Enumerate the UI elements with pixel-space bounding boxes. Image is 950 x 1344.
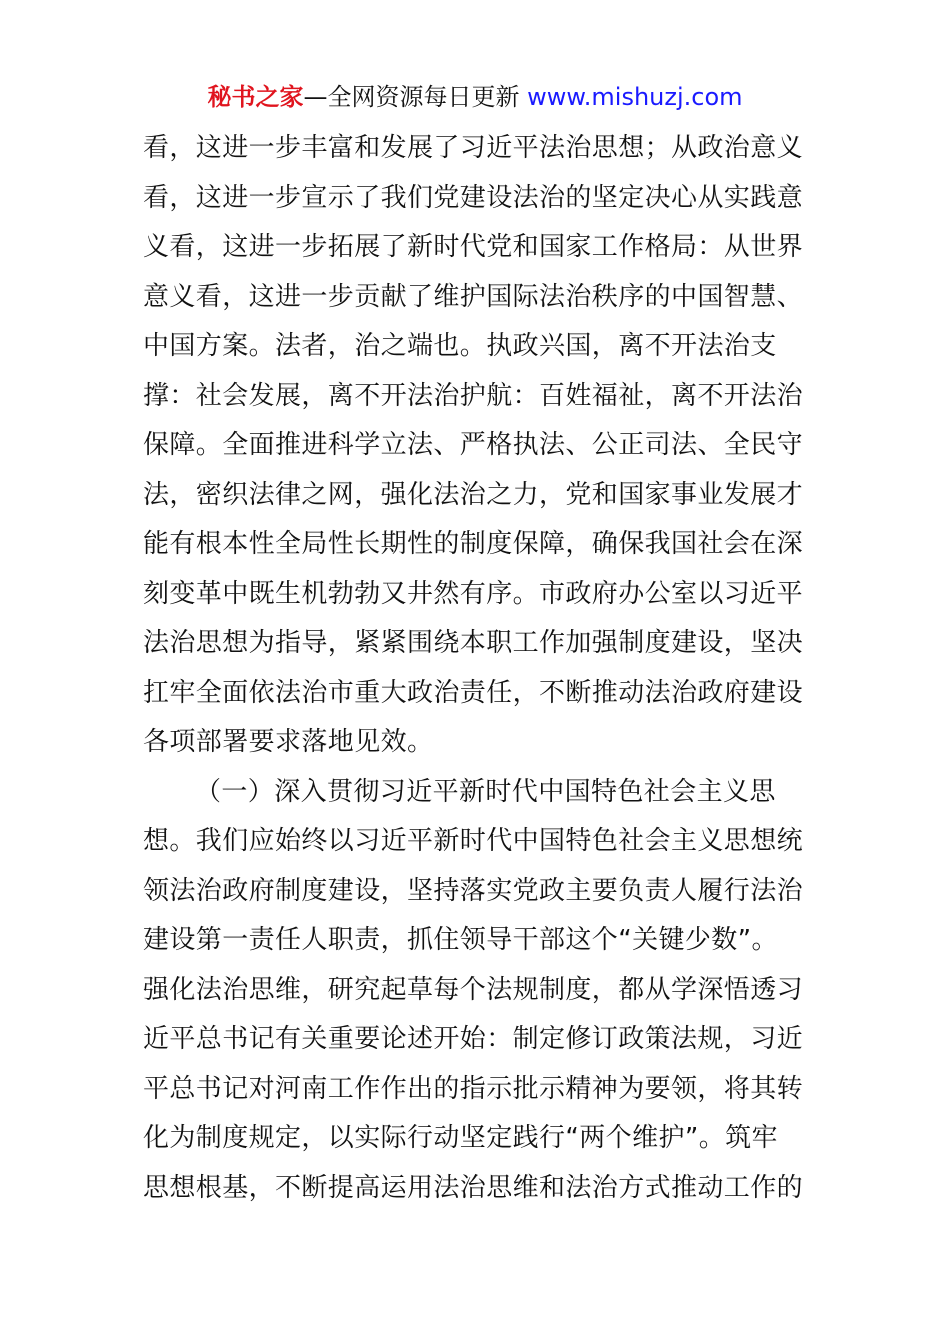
text-line: 各项部署要求落地见效。 [143, 727, 434, 757]
text-line: 意义看，这进一步贡献了维护国际法治秩序的中国智慧、 [143, 281, 804, 312]
text-line: 领法治政府制度建设，坚持落实党政主要负责人履行法治 [143, 875, 804, 906]
text-line: 想。我们应始终以习近平新时代中国特色社会主义思想统 [143, 826, 804, 856]
paragraph-1 [143, 124, 813, 768]
text-line: 中国方案。法者，治之端也。执政兴国，离不开法治支 [143, 331, 777, 361]
site-url-link[interactable]: www.mishuzj.com [527, 83, 743, 111]
text-line: 平总书记对河南工作作出的指示批示精神为要领，将其转 [143, 1073, 804, 1104]
text-line: 刻变革中既生机勃勃又井然有序。市政府办公室以习近平 [143, 578, 804, 609]
text-line: 义看，这进一步拓展了新时代党和国家工作格局：从世界 [143, 232, 804, 262]
text-line: 建设第一责任人职责，抓住领导干部这个“关键少数”。 [143, 925, 778, 955]
site-header [0, 80, 950, 114]
document-body [143, 124, 813, 1213]
paragraph-2 [143, 768, 813, 1214]
text-line: 扛牢全面依法治市重大政治责任，不断推动法治政府建设 [143, 677, 804, 708]
text-line: 化为制度规定，以实际行动坚定践行“两个维护”。筑牢 [143, 1123, 778, 1153]
text-line: 能有根本性全局性长期性的制度保障，确保我国社会在深 [143, 529, 804, 559]
text-line: （一）深入贯彻习近平新时代中国特色社会主义思 [195, 776, 776, 807]
site-brand: 秘书之家 [207, 83, 304, 111]
text-line: 保障。全面推进科学立法、严格执法、公正司法、全民守 [143, 430, 804, 460]
text-line: 法，密织法律之网，强化法治之力，党和国家事业发展才 [143, 479, 804, 510]
text-line: 撑：社会发展，离不开法治护航：百姓福祉，离不开法治 [143, 380, 804, 411]
text-line: 强化法治思维，研究起草每个法规制度，都从学深悟透习 [143, 974, 804, 1005]
site-tagline: —全网资源每日更新 [303, 83, 520, 111]
text-line: 法治思想为指导，紧紧围绕本职工作加强制度建设，坚决 [143, 628, 804, 658]
text-line: 看，这进一步宣示了我们党建设法治的坚定决心从实践意 [143, 182, 804, 213]
text-line: 近平总书记有关重要论述开始：制定修订政策法规，习近 [143, 1024, 804, 1054]
text-line: 看，这进一步丰富和发展了习近平法治思想；从政治意义 [143, 133, 804, 163]
text-line: 思想根基，不断提高运用法治思维和法治方式推动工作的 [143, 1172, 804, 1203]
